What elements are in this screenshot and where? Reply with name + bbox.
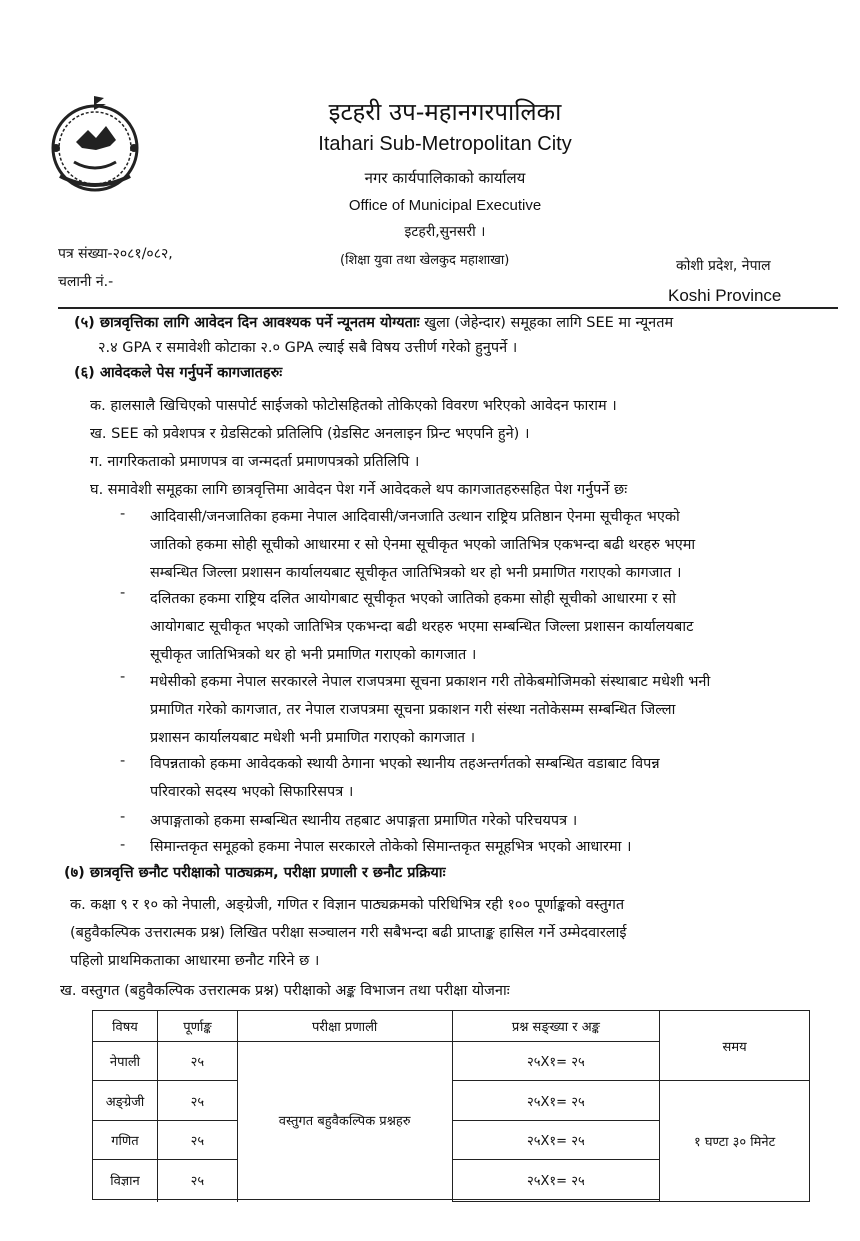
bullet-3-line3: प्रशासन कार्यालयबाट मधेशी भनी प्रमाणित गराएको कागजात । [150,730,476,746]
bullet-dash: - [120,809,126,825]
section6-item-gha: घ. समावेशी समूहका लागि छात्रवृत्तिमा आवेदन पेश गर्ने आवेदकले थप कागजातहरुसहित पेश गर्नुपर्ने छः [90,482,628,498]
city-name-np: इटहरी उप-महानगरपालिका [328,98,562,126]
section6-heading: (६) आवेदकले पेस गर्नुपर्ने कागजातहरुः [74,365,283,381]
table-cell-time: १ घण्टा ३० मिनेट [660,1081,810,1202]
city-name-en: Itahari Sub-Metropolitan City [318,133,572,155]
bullet-2-line2: आयोगबाट सूचीकृत भएको जातिभित्र एकभन्दा बढी थरहरु भएमा सम्बन्धित जिल्ला प्रशासन कार्यालयबाट [150,619,694,635]
section7-ka-line2: (बहुवैकल्पिक उत्तरात्मक प्रश्न) लिखित परीक्षा सञ्चालन गरी सबैभन्दा बढी प्राप्ताङ्क हासिल गर्ने उम्मेदवारलाई [70,925,627,941]
table-header-time: समय [660,1011,810,1081]
bullet-1-line2: जातिको हकमा सोही सूचीको आधारमा र सो ऐनमा सूचीकृत भएको जातिभित्र एकभन्दा बढी थरहरु भएमा [150,537,696,553]
bullet-4-line2: परिवारको सदस्य भएको सिफारिसपत्र । [150,784,354,800]
table-cell-questions: २५X१= २५ [452,1120,660,1159]
province-en: Koshi Province [668,286,782,305]
bullet-4-line1: विपन्नताको हकमा आवेदकको स्थायी ठेगाना भएको स्थानीय तहअन्तर्गतको सम्बन्धित वडाबाट विपन्न [150,756,660,772]
bullet-1-line3: सम्बन्धित जिल्ला प्रशासन कार्यालयबाट सूचीकृत जातिभित्रको थर हो भनी प्रमाणित गराएको कागजात । [150,565,682,581]
bullet-dash: - [120,506,126,522]
office-location: इटहरी,सुनसरी । [404,224,486,240]
table-cell-subject: गणित [93,1120,158,1159]
table-cell-marks: २५ [157,1120,237,1159]
bullet-dash: - [120,753,126,769]
bullet-6-line1: सिमान्तकृत समूहको हकमा नेपाल सरकारले तोकेको सिमान्तकृत समूहभित्र भएको आधारमा । [150,839,632,855]
bullet-dash: - [120,837,126,853]
table-header-subject: विषय [93,1011,158,1042]
table-header-questions: प्रश्न सङ्ख्या र अङ्क [452,1011,660,1042]
section7-heading: (७) छात्रवृत्ति छनौट परीक्षाको पाठ्यक्रम, परीक्षा प्रणाली र छनौट प्रक्रियाः [64,865,446,881]
section7-ka-line3: पहिलो प्राथमिकताका आधारमा छनौट गरिने छ । [70,953,320,969]
bullet-3-line1: मधेसीको हकमा नेपाल सरकारले नेपाल राजपत्रमा सूचना प्रकाशन गरी तोकेबमोजिमको संस्थाबाट मधेशी भनी [150,674,711,690]
table-cell-subject: अङ्ग्रेजी [93,1081,158,1120]
table-header-full-marks: पूर्णाङ्क [157,1011,237,1042]
bullet-2-line1: दलितका हकमा राष्ट्रिय दलित आयोगबाट सूचीकृत भएको जातिको हकमा सोही सूचीको आधारमा र सो [150,591,676,607]
province-np: कोशी प्रदेश, नेपाल [676,258,771,274]
bullet-dash: - [120,669,126,685]
bullet-2-line3: सूचीकृत जातिभित्रको थर हो भनी प्रमाणित गराएको कागजात । [150,647,477,663]
table-cell-marks: २५ [157,1160,237,1199]
table-cell-subject: नेपाली [93,1042,158,1081]
section6-item-ka: क. हालसालै खिचिएको पासपोर्ट साईजको फोटोसहितको तोकिएको विवरण भरिएको आवेदन फाराम । [90,398,617,414]
table-cell-system: वस्तुगत बहुवैकल्पिक प्रश्नहरु [237,1042,452,1200]
branch-name: (शिक्षा युवा तथा खेलकुद महाशाखा) [340,253,510,268]
bullet-dash: - [120,585,126,601]
section6-item-kha: ख. SEE को प्रवेशपत्र र ग्रेडसिटको प्रतिलिपि (ग्रेडसिट अनलाइन प्रिन्ट भएपनि हुने) । [90,426,530,442]
section5-line1 [74,314,673,333]
bullet-1-line1: आदिवासी/जनजातिका हकमा नेपाल आदिवासी/जनजाति उत्थान राष्ट्रिय प्रतिष्ठान ऐनमा सूचीकृत भएको [150,509,680,525]
chalani-number: चलानी नं.- [58,274,114,290]
table-cell-marks: २५ [157,1081,237,1120]
section5-text2: २.४ GPA र समावेशी कोटाका २.० GPA ल्याई सबै विषय उत्तीर्ण गरेको हुनुपर्ने । [98,340,518,356]
table-cell-subject: विज्ञान [93,1160,158,1199]
office-name-en: Office of Municipal Executive [348,197,542,214]
table-header-exam-system: परीक्षा प्रणाली [237,1011,452,1042]
exam-plan-table [92,1010,810,1202]
section5-heading: (५) छात्रवृत्तिका लागि आवेदन दिन आवश्यक पर्ने न्यूनतम योग्यताः [74,315,420,331]
table-cell-questions: २५X१= २५ [452,1042,660,1081]
table-cell-questions: २५X१= २५ [452,1160,660,1199]
bullet-5-line1: अपाङ्गताको हकमा सम्बन्धित स्थानीय तहबाट अपाङ्गता प्रमाणित गरेको परिचयपत्र । [150,813,578,829]
table-cell-questions: २५X१= २५ [452,1081,660,1120]
table-cell-marks: २५ [157,1042,237,1081]
nepal-emblem-icon [36,90,154,200]
office-name-np: नगर कार्यपालिकाको कार्यालय [364,169,526,187]
section5-text1: खुला (जेहेन्दार) समूहका लागि SEE मा न्यूनतम [419,315,674,331]
section7-ka-line1: क. कक्षा ९ र १० को नेपाली, अङ्ग्रेजी, गणित र विज्ञान पाठ्यक्रमको परिधिभित्र रही १०० पूर्णाङ्कको वस्तुगत [70,897,625,913]
section6-item-ga: ग. नागरिकताको प्रमाणपत्र वा जन्मदर्ता प्रमाणपत्रको प्रतिलिपि । [90,454,420,470]
header-divider [58,307,838,309]
bullet-3-line2: प्रमाणित गरेको कागजात, तर नेपाल राजपत्रमा सूचना प्रकाशन गरी संस्था नतोकेसम्म सम्बन्धित जिल्ला [150,702,676,718]
reference-number: पत्र संख्या-२०८१/०८२, [58,246,173,262]
section7-kha: ख. वस्तुगत (बहुवैकल्पिक उत्तरात्मक प्रश्न) परीक्षाको अङ्क विभाजन तथा परीक्षा योजनाः [60,983,510,999]
